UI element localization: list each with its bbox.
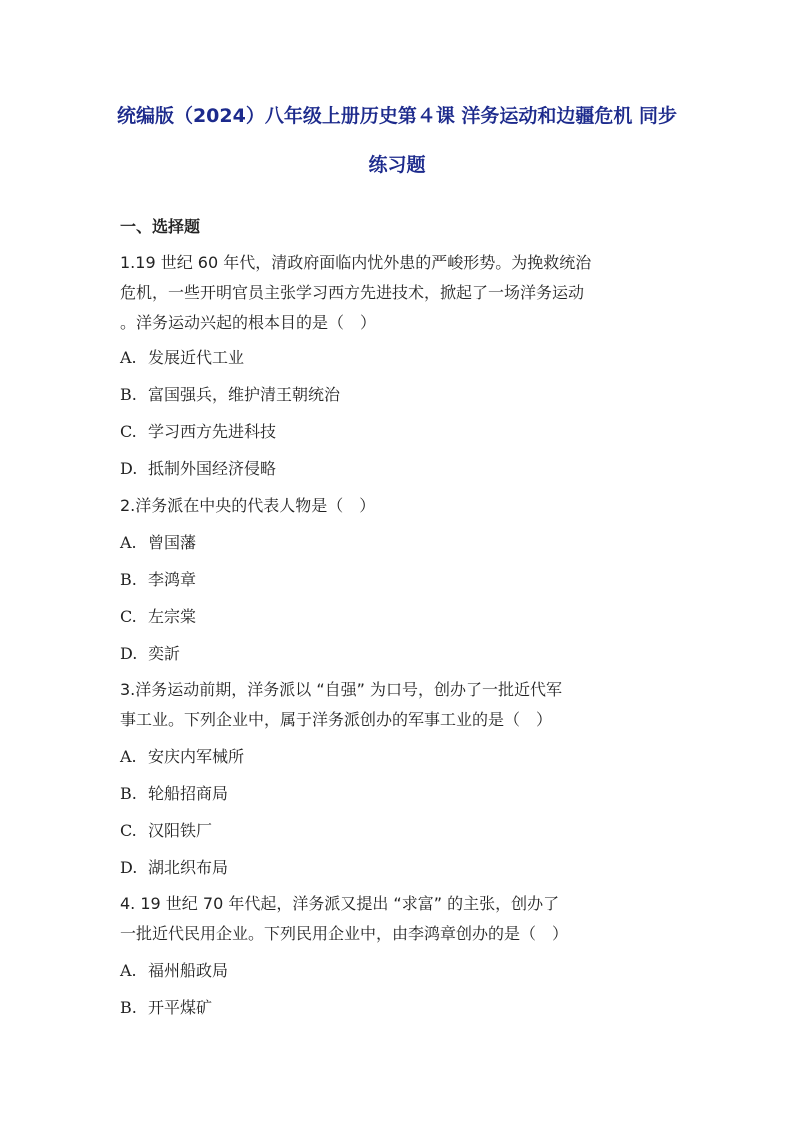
option-text: 曾国藩	[148, 533, 197, 552]
option-letter: C.	[120, 821, 137, 840]
question-1-line-2: 危机，一些开明官员主张学习西方先进技术，掀起了一场洋务运动	[120, 283, 585, 302]
option-text: 汉阳铁厂	[148, 821, 213, 840]
option-letter: D.	[120, 644, 138, 663]
option-letter: D.	[120, 459, 138, 478]
option-text: 左宗棠	[148, 607, 197, 626]
option-letter: B.	[120, 784, 137, 803]
option-text: 富国强兵，维护清王朝统治	[148, 385, 341, 404]
question-2-option-d	[120, 644, 180, 664]
question-2-option-b	[120, 570, 196, 590]
question-1-option-d	[120, 459, 276, 479]
option-letter: A.	[120, 533, 137, 552]
question-3-line-2: 事工业。下列企业中，属于洋务派创办的军事工业的是（ ）	[120, 710, 553, 729]
question-3-option-a	[120, 747, 244, 767]
option-letter: C.	[120, 422, 137, 441]
option-text: 李鸿章	[148, 570, 197, 589]
option-text: 轮船招商局	[148, 784, 229, 803]
question-4-option-b	[120, 998, 212, 1018]
document-title-line-1: 统编版（2024）八年级上册历史第４课 洋务运动和边疆危机 同步	[116, 105, 678, 127]
question-2-option-a	[120, 533, 196, 553]
question-3-option-c	[120, 821, 212, 841]
option-letter: A.	[120, 961, 137, 980]
question-4-option-a	[120, 961, 228, 981]
question-1-line-3: 。洋务运动兴起的根本目的是（ ）	[120, 313, 377, 332]
option-letter: D.	[120, 858, 138, 877]
option-text: 开平煤矿	[148, 998, 213, 1017]
option-text: 发展近代工业	[148, 348, 245, 367]
option-letter: B.	[120, 570, 137, 589]
question-1-option-b	[120, 385, 340, 405]
question-3-option-d	[120, 858, 228, 878]
document-title-line-2: 练习题	[368, 154, 426, 176]
question-1-option-c	[120, 422, 276, 442]
option-text: 湖北织布局	[148, 858, 229, 877]
question-2-line-1: 2.洋务派在中央的代表人物是（ ）	[120, 496, 376, 515]
question-3-option-b	[120, 784, 228, 804]
question-4-line-1: 4. 19 世纪 70 年代起，洋务派又提出 “求富” 的主张，创办了	[120, 894, 560, 913]
option-text: 福州船政局	[148, 961, 229, 980]
question-1-line-1: 1.19 世纪 60 年代，清政府面临内忧外患的严峻形势。为挽救统治	[120, 253, 592, 272]
option-letter: A.	[120, 348, 137, 367]
option-letter: B.	[120, 385, 137, 404]
question-2-option-c	[120, 607, 196, 627]
option-text: 学习西方先进科技	[148, 422, 277, 441]
section-heading: 一、选择题	[120, 217, 201, 236]
option-text: 抵制外国经济侵略	[148, 459, 277, 478]
option-letter: B.	[120, 998, 137, 1017]
question-3-line-1: 3.洋务运动前期，洋务派以 “自强” 为口号，创办了一批近代军	[120, 680, 563, 699]
question-4-line-2: 一批近代民用企业。下列民用企业中，由李鸿章创办的是（ ）	[120, 924, 569, 943]
question-1-option-a	[120, 348, 244, 368]
option-text: 安庆内军械所	[148, 747, 245, 766]
option-letter: A.	[120, 747, 137, 766]
option-letter: C.	[120, 607, 137, 626]
option-text: 奕訢	[148, 644, 181, 663]
